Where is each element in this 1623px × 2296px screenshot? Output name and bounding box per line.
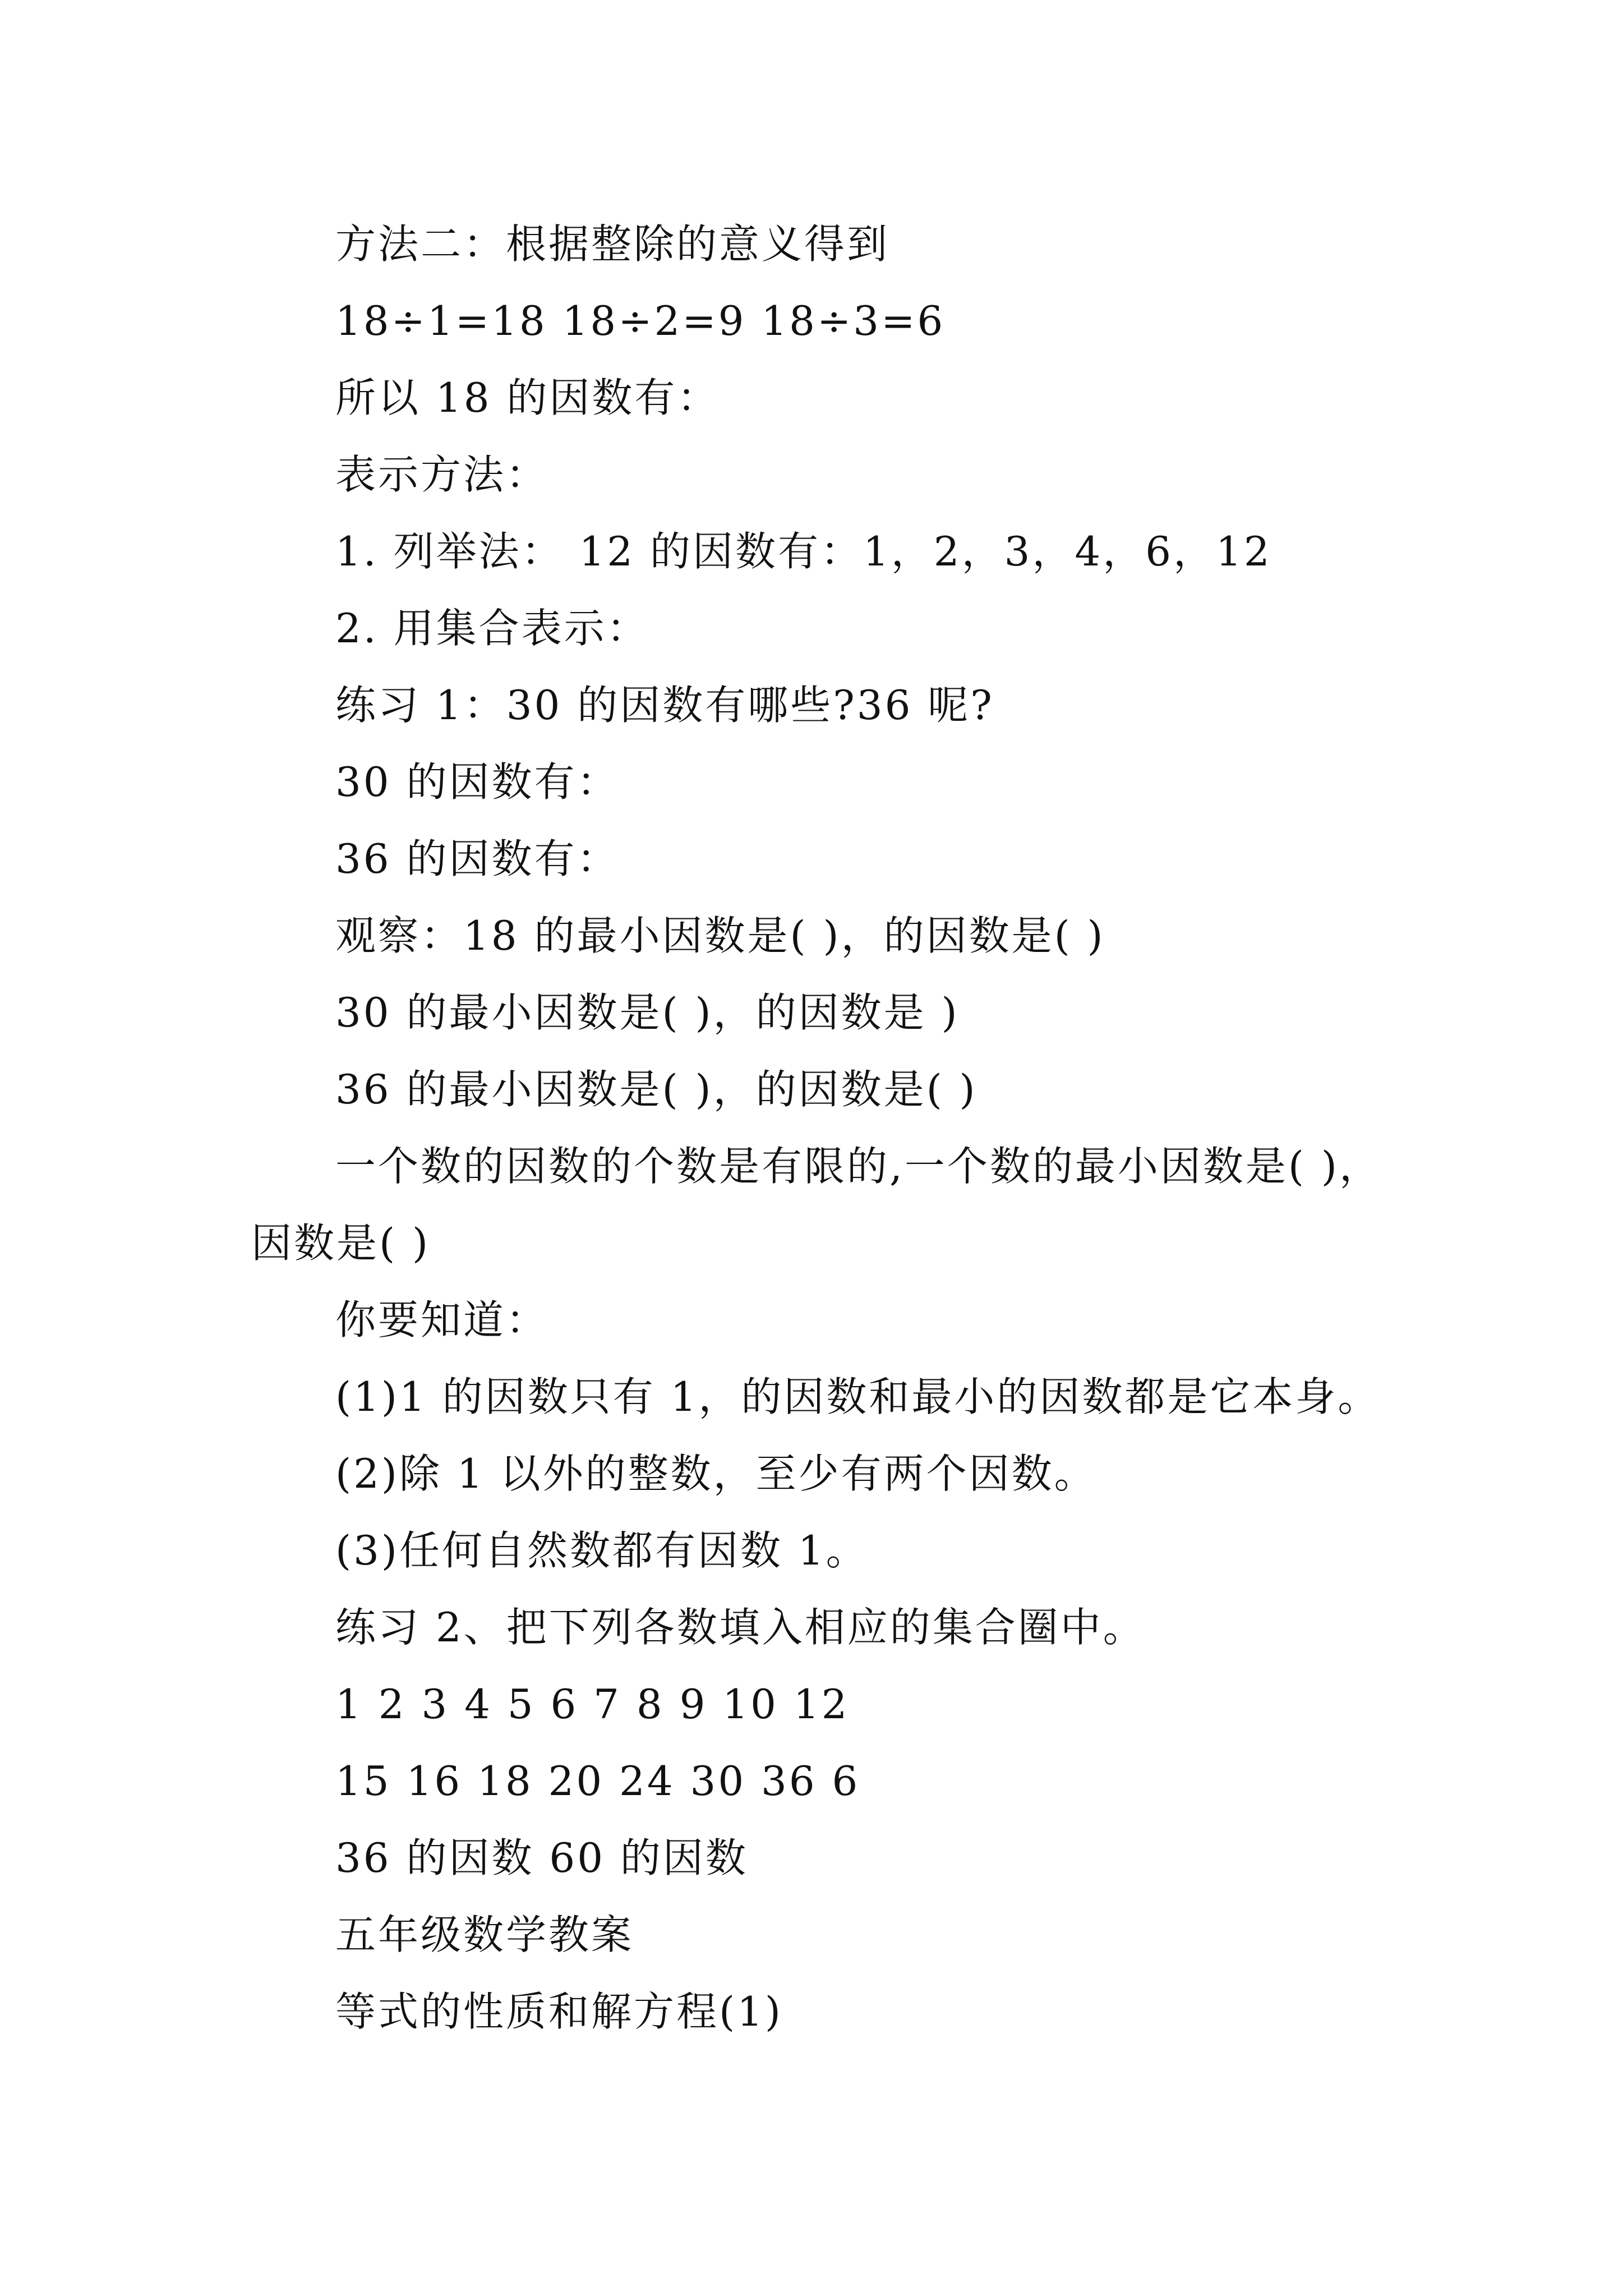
text-line: 所以 18 的因数有： (335, 374, 720, 421)
text-line: (2)除 1 以外的整数，至少有两个因数。 (335, 1450, 1097, 1497)
text-line: 1. 列举法： 12 的因数有：1，2，3，4，6，12 (335, 528, 1272, 575)
text-line: 因数是( ) (251, 1220, 431, 1267)
text-line: 你要知道： (335, 1296, 549, 1343)
text-line: 36 的因数有： (335, 835, 620, 882)
text-line: 15 16 18 20 24 30 36 6 (335, 1757, 860, 1805)
text-line: 2. 用集合表示： (335, 605, 649, 652)
text-line: 练习 1：30 的因数有哪些?36 呢? (335, 682, 994, 729)
text-line: (3)任何自然数都有因数 1。 (335, 1527, 869, 1574)
text-line: 等式的性质和解方程(1) (335, 1988, 783, 2035)
text-line: 观察：18 的最小因数是( )，的因数是( ) (335, 912, 1105, 959)
text-line: 表示方法： (335, 451, 549, 498)
text-line: 18÷1=18 18÷2=9 18÷3=6 (335, 297, 946, 344)
text-line: 五年级数学教案 (335, 1911, 634, 1958)
text-line: 36 的最小因数是( )，的因数是( ) (335, 1066, 978, 1113)
text-line: 一个数的因数的个数是有限的,一个数的最小因数是( )， (335, 1143, 1382, 1190)
text-line: 练习 2、把下列各数填入相应的集合圈中。 (335, 1604, 1146, 1651)
text-line: 30 的因数有： (335, 758, 620, 806)
text-line: (1)1 的因数只有 1，的因数和最小的因数都是它本身。 (335, 1373, 1381, 1420)
text-line: 36 的因数 60 的因数 (335, 1834, 748, 1881)
text-line: 30 的最小因数是( )，的因数是 ) (335, 989, 960, 1036)
text-line: 1 2 3 4 5 6 7 8 9 10 12 (335, 1681, 850, 1728)
text-line: 方法二：根据整除的意义得到 (335, 220, 890, 268)
